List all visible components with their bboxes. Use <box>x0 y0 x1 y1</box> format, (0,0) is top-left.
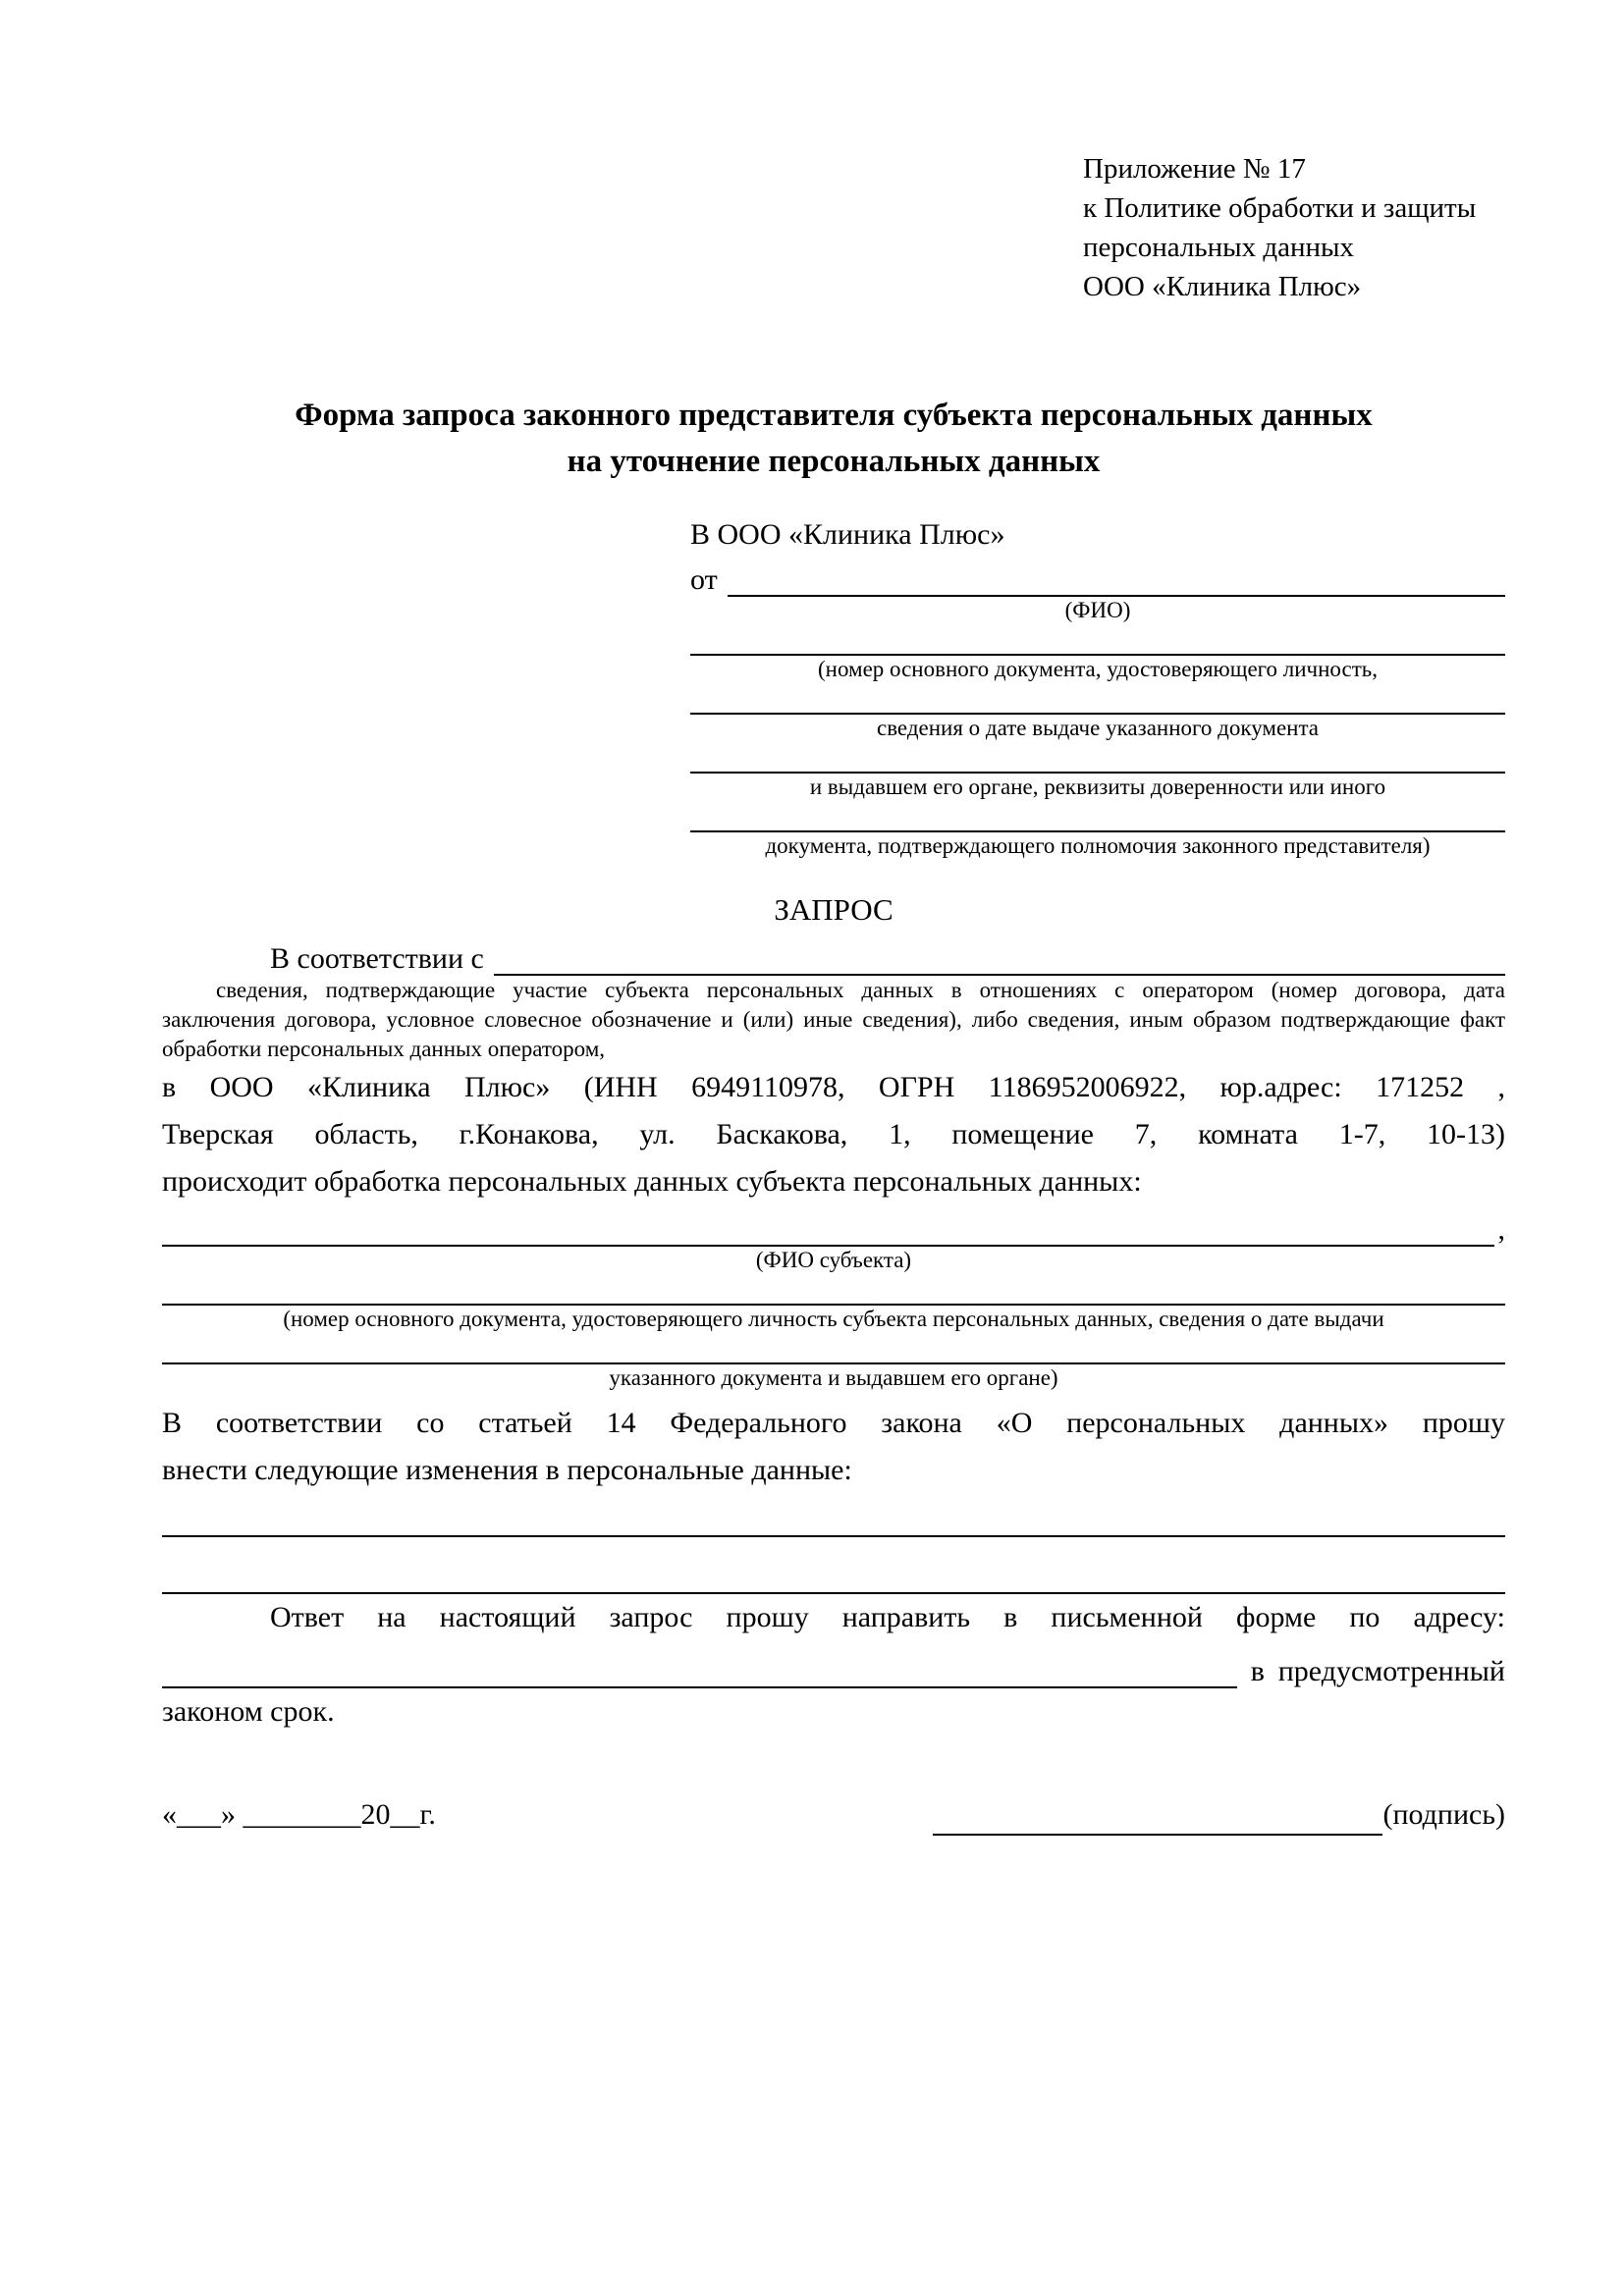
request-heading: ЗАПРОС <box>774 892 893 927</box>
from-row <box>690 556 1505 597</box>
reply-word: предусмотренный <box>1277 1655 1505 1687</box>
reply-tail: законом срок. <box>162 1695 335 1728</box>
operator-line: в ООО «Клиника Плюс» (ИНН 6949110978, ОГРН 1186952006922, юр.адрес: 171252 , <box>162 1071 1505 1103</box>
appendix-line: Приложение № 17 <box>1083 153 1306 185</box>
appendix-block <box>1083 149 1505 306</box>
from-label: от <box>690 563 718 596</box>
appendix-line: ООО «Клиника Плюс» <box>1083 271 1362 302</box>
subject-document-blank-line <box>162 1333 1505 1364</box>
document-title <box>162 393 1505 485</box>
subject-document-caption: указанного документа и выдавшем его органе) <box>609 1365 1058 1390</box>
representative-document-blank-line <box>690 742 1505 774</box>
operator-line: Тверская область, г.Конакова, ул. Баскакова, 1, помещение 7, комната 1-7, 10-13) <box>162 1118 1505 1150</box>
footnote-block <box>162 976 1505 1064</box>
document-title-line: на уточнение персональных данных <box>567 444 1101 479</box>
subject-comma: , <box>1497 1213 1505 1246</box>
footnote-line: обработки персональных данных оператором, <box>162 1037 605 1061</box>
date-signature-row <box>162 1794 1505 1836</box>
representative-document-blank-line <box>690 624 1505 656</box>
reply-word: в <box>1250 1655 1265 1687</box>
addressee-organization: В ООО «Клиника Плюс» <box>690 518 1005 551</box>
footnote-line: заключения договора, условное словесное обозначение и (или) иные сведения), либо сведения, иным образом подтверждающие факт <box>162 1007 1505 1032</box>
intro-row <box>162 933 1505 976</box>
addressee-block <box>690 514 1505 860</box>
signature-blank-line <box>933 1802 1382 1836</box>
intro-prefix: В соответствии с <box>270 942 484 975</box>
document-caption: (номер основного документа, удостоверяющего личность, <box>817 657 1378 681</box>
amendment-blank-line <box>162 1494 1505 1537</box>
amendment-line: В соответствии со статьей 14 Федерального закона «О персональных данных» прошу <box>162 1407 1505 1439</box>
amendment-line: внести следующие изменения в персональные данные: <box>162 1454 852 1486</box>
reply-line: Ответ на настоящий запрос прошу направить в письменной форме по адресу: <box>270 1601 1505 1633</box>
fio-caption: (ФИО) <box>1064 598 1131 622</box>
subject-document-caption: (номер основного документа, удостоверяющего личность субъекта персональных данных, сведения о дате выдачи <box>283 1307 1384 1331</box>
representative-document-blank-line <box>690 683 1505 715</box>
document-caption: документа, подтверждающего полномочия законного представителя) <box>765 833 1431 858</box>
reply-paragraph <box>162 1594 1505 1735</box>
document-caption: сведения о дате выдаче указанного документа <box>876 716 1320 740</box>
representative-document-blank-line <box>690 801 1505 832</box>
signature-caption: (подпись) <box>1382 1798 1505 1831</box>
appendix-line: к Политике обработки и защиты <box>1083 192 1477 224</box>
footnote-line: сведения, подтверждающие участие субъекта персональных данных в отношениях с оператором (номер договора, дата <box>216 978 1505 1002</box>
subject-document-blank-line <box>162 1274 1505 1306</box>
operator-line: происходит обработка персональных данных субъекта персональных данных: <box>162 1165 1142 1198</box>
subject-fio-row <box>162 1213 1505 1247</box>
operator-paragraph <box>162 1064 1505 1205</box>
appendix-line: персональных данных <box>1083 232 1355 263</box>
document-content <box>162 0 1505 1836</box>
amendment-blank-line <box>162 1537 1505 1594</box>
subject-fio-caption: (ФИО субъекта) <box>755 1248 912 1272</box>
date-blank: «___» ________20__г. <box>162 1798 436 1831</box>
document-caption: и выдавшем его органе, реквизиты доверенности или иного <box>809 774 1386 799</box>
signature-area <box>933 1794 1505 1836</box>
reply-address-row <box>162 1641 1505 1688</box>
document-title-line: Форма запроса законного представителя субъекта персональных данных <box>295 398 1373 433</box>
amendment-paragraph <box>162 1400 1505 1494</box>
